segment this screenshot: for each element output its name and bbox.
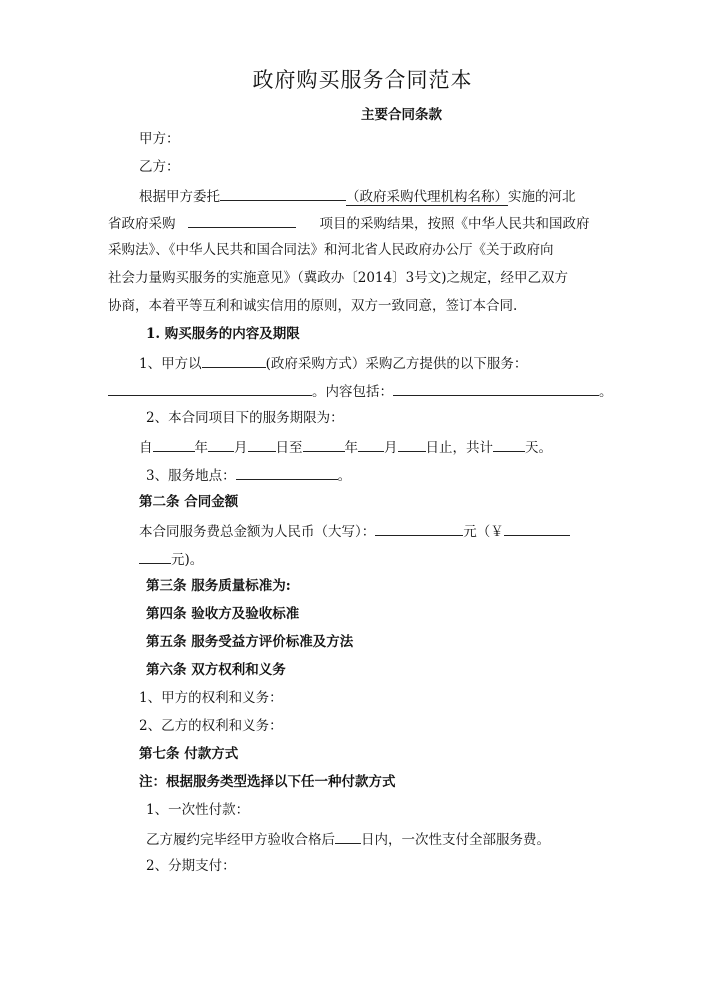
lump-sum-line [146,829,550,849]
s6-item-1: 1、甲方的权利和义务： [139,690,283,706]
text: 天。 [525,440,552,456]
s1-item-2: 2、本合同项目下的服务期限为： [146,410,344,426]
section-4-heading: 第四条 验收方及验收标准 [146,606,300,622]
project-name-blank [188,213,296,228]
text: 自 [139,440,153,456]
start-day-blank [248,437,276,452]
agency-name-blank [220,186,346,201]
service-location-label: 3、服务地点： [146,468,236,484]
preamble-line-4: 社会力量购买服务的实施意见》（冀政办〔2014〕3号文)之规定，经甲乙双方 [108,270,568,286]
text: 月 [384,440,398,456]
payment-note: 注：根据服务类型选择以下任一种付款方式 [139,774,396,790]
section-3-heading: 第三条 服务质量标准为: [146,578,291,594]
amount-words-blank [375,521,463,536]
end-day-blank [398,437,426,452]
document-title: 政府购买服务合同范本 [252,68,473,92]
amount-number-blank [504,521,570,536]
payment-days-blank [335,829,361,844]
s1-item-1-text: (政府采购方式）采购乙方提供的以下服务： [265,356,528,372]
content-label: 。内容包括： [312,384,393,400]
contract-amount-line [139,521,570,541]
section-6-heading: 第六条 双方权利和义务 [146,662,286,678]
yuan-close: 元)。 [171,552,204,568]
amount-number-blank-cont [139,549,171,564]
s7-item-1: 1、一次性付款： [146,802,250,818]
service-location-blank [236,465,338,480]
party-b-label: 乙方： [139,159,180,175]
end-month-blank [358,437,384,452]
preamble-line-1 [139,186,576,206]
document-subtitle: 主要合同条款 [361,107,442,123]
s1-item-1-content [108,381,613,401]
end-year-blank [303,437,345,452]
text: 年 [194,440,208,456]
s1-item-1-text: 1、甲方以 [139,356,202,372]
start-year-blank [153,437,195,452]
text: 日至 [275,440,303,456]
section-7-heading: 第七条 付款方式 [139,746,239,762]
contract-amount-line-2 [139,549,203,569]
preamble-text: 根据甲方委托 [139,189,220,205]
service-content-blank [393,381,599,396]
text: 日止，共计 [425,440,493,456]
s6-item-2: 2、乙方的权利和义务： [139,718,283,734]
preamble-text: 实施的河北 [508,189,576,205]
s1-item-1 [139,353,527,373]
start-month-blank [208,437,234,452]
preamble-line-3: 采购法》、《中华人民共和国合同法》和河北省人民政府办公厅《关于政府向 [108,242,554,258]
s1-item-3 [146,465,351,485]
preamble-text: 项目的采购结果，按照《中华人民共和国政府 [319,216,590,232]
section-5-heading: 第五条 服务受益方评价标准及方法 [146,634,354,650]
period-mark: 。 [337,468,352,484]
s7-item-2: 2、分期支付： [146,858,236,874]
lump-sum-text: 日内，一次性支付全部服务费。 [361,832,550,848]
text: 月 [234,440,248,456]
section-2-heading: 第二条 合同金额 [139,494,239,510]
section-1-heading: 1. 购买服务的内容及期限 [146,326,300,342]
party-a-label: 甲方： [139,131,180,147]
preamble-text: 省政府采购 [108,216,176,232]
service-period-line [139,437,552,457]
total-days-blank [493,437,525,452]
yuan-label: 元（￥ [463,524,504,540]
agency-name-hint: （政府采购代理机构名称） [346,189,508,205]
text: 年 [344,440,358,456]
preamble-line-2 [108,213,590,233]
preamble-line-5: 协商，本着平等互利和诚实信用的原则，双方一致同意，签订本合同. [108,298,518,314]
amount-label: 本合同服务费总金额为人民币（大写）： [139,524,376,540]
lump-sum-text: 乙方履约完毕经甲方验收合格后 [146,832,335,848]
procurement-method-blank [202,353,266,368]
period-mark: 。 [599,384,613,400]
service-name-blank [108,381,312,396]
